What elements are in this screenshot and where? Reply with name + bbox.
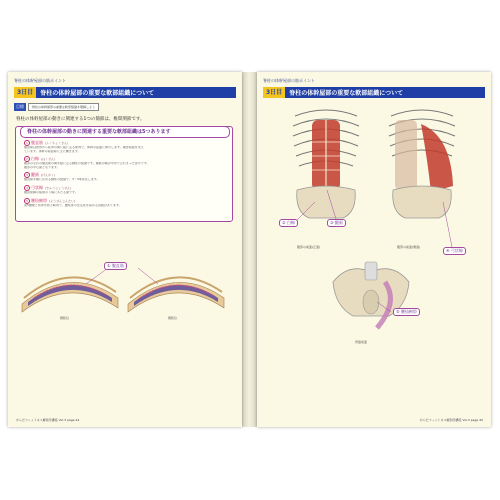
item-reading: (はくせん) bbox=[41, 157, 56, 161]
page-footer: からだフィットネス解剖学講座 Vol.3 page 44 bbox=[16, 418, 80, 422]
item-number: 4 bbox=[24, 185, 30, 191]
day-badge: 3日目 bbox=[263, 87, 285, 98]
callout-arcuate-line: ④ 弓状線 bbox=[443, 247, 466, 255]
section-label: 脊柱の体幹屋部の筋ポイント bbox=[263, 78, 315, 83]
item-number: 5 bbox=[24, 198, 30, 204]
intro-text: 脊柱の体幹屋部の動きに関連する1つの簡節は、椎間関節です。 bbox=[16, 117, 145, 122]
goal-tag: 目標 bbox=[16, 104, 24, 109]
item-reading: (ようせんじんたい) bbox=[49, 199, 76, 203]
item-reading: (ふくちょくきん) bbox=[45, 141, 69, 145]
section-label: 脊柱の体幹屋部の筋ポイント bbox=[14, 78, 66, 83]
item-desc: 腹直筋を横に区切る腱性の組織で、3～4本存在します。 bbox=[24, 178, 100, 181]
right-page bbox=[257, 72, 491, 427]
book-spine bbox=[242, 72, 257, 427]
item-desc: 第5腰椎と仙骨を結ぶ靭帯で、腰仙部の安定性を高める役割があります。 bbox=[24, 204, 122, 207]
item-reading: (きゅうじょうせん) bbox=[45, 186, 72, 190]
item-number: 3 bbox=[24, 172, 30, 178]
item-name: 白線 bbox=[31, 156, 39, 161]
item-reading: (けんかく) bbox=[41, 173, 56, 177]
callout-line bbox=[8, 72, 242, 332]
page-title: 脊柱の体幹屋部の重要な軟部組織について bbox=[289, 90, 404, 97]
item-desc: 腹直筋は肋骨から恥骨の間に縦に走る筋肉で、体幹の屈曲に関与します。腹部前面を支え bbox=[24, 146, 144, 149]
figure-caption: 側臥位 bbox=[168, 316, 178, 320]
callout-lumbosacral-ligament: ⑤ 腰仙靭帯 bbox=[393, 308, 420, 316]
item-desc: 腹部の左右の腹直筋の間を縦に走る腱性の組織です。腹筋の鞘が中央で合わさった部分です。 bbox=[24, 162, 150, 165]
page-title: 脊柱の体幹屋部の重要な軟部組織について bbox=[40, 90, 155, 97]
callout-linea-alba: ② 白線 bbox=[279, 219, 298, 227]
item-name: 腱画 bbox=[31, 172, 39, 177]
goal-text: 脊柱の体幹屋部の重要な軟部組織を理解しよう bbox=[28, 103, 99, 111]
day-badge: 3日目 bbox=[14, 87, 36, 98]
page-footer: からだフィットネス解剖学講座 Vol.3 page 45 bbox=[419, 418, 483, 422]
item-desc: 腹部の中心線となります。 bbox=[24, 165, 60, 169]
item-name: 弓状線 bbox=[31, 185, 43, 190]
figure-caption: 腹部の前面(正面) bbox=[297, 245, 321, 249]
left-page bbox=[8, 72, 242, 427]
item-number: 1 bbox=[24, 140, 30, 146]
callout-tendinous-intersection: ③ 腱画 bbox=[327, 219, 346, 227]
figure-caption: 側臥位 bbox=[60, 316, 70, 320]
figure-caption: 骨盤前面 bbox=[355, 340, 368, 344]
item-desc: 腹直筋鞘の後葉の下端にあたる線です。 bbox=[24, 191, 78, 194]
item-number: 2 bbox=[24, 156, 30, 162]
figure-caption: 腹部の前面(側面) bbox=[397, 245, 421, 249]
item-desc: ています。体幹の前屈時に主に働きます。 bbox=[24, 149, 81, 153]
callout-rectus-abdominis: ① 腹直筋 bbox=[104, 262, 127, 270]
box-header: 脊柱の体幹屋部の動きに関連する重要な軟部組織は5つあります bbox=[20, 126, 230, 138]
item-name: 腹直筋 bbox=[31, 140, 43, 145]
item-name: 腰仙靭帯 bbox=[31, 198, 47, 203]
